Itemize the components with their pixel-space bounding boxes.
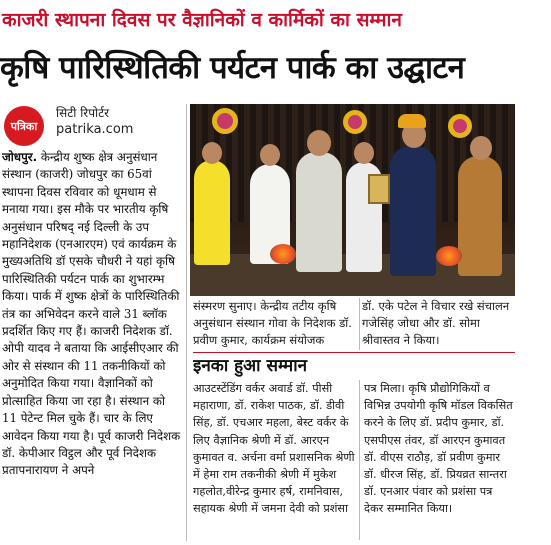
photo-wreath-decoration [212, 108, 238, 134]
photo-turban [398, 114, 426, 128]
photo-person-head [307, 130, 331, 156]
photo-award-frame [368, 174, 390, 204]
article-column-right-top: डॉ. एके पटेल ने विचार रखे संचालन गजेसिंह जोधा और डॉ. सोमा श्रीवास्तव ने किया। [362, 299, 510, 347]
article-column-left [2, 149, 182, 541]
dateline-city: जोधपुर. [2, 150, 38, 164]
column-divider [186, 104, 187, 541]
photo-flower-arrangement [270, 244, 296, 264]
patrika-logo-icon: पत्रिका [4, 106, 44, 146]
byline [0, 104, 190, 146]
honours-column-left: आउटस्टेंडिंग वर्कर अवार्ड डॉ. पीसी महाराणा, डॉ. राकेश पाठक, डॉ. डीवी सिंह, डॉ. एचआर महला, बेस्ट वर्कर के लिए वैज्ञानिक श्रेणी में डॉ. आरएन कुमावत व. अर्चना वर्मा प्रशासनिक श्रेणी में हेमा राम तकनीकी श्रेणी में मुकेश गहलोत,वीरेन्द्र कुमार हर्ष, रामनिवास, सहायक श्रेणी में जमना देवी को प्रशंसा [193, 382, 355, 516]
section-subheading: इनका हुआ सम्मान [193, 352, 515, 378]
reporter-name: सिटी रिपोर्टर [56, 106, 110, 120]
photo-person-head [470, 136, 492, 160]
photo-person [194, 160, 230, 265]
site-name: patrika.com [56, 122, 134, 137]
event-photo [190, 104, 515, 296]
photo-person [296, 152, 342, 272]
photo-flower-arrangement [436, 246, 462, 266]
photo-wreath-decoration [343, 110, 367, 134]
honours-column-right: पत्र मिला। कृषि प्रौद्योगिकियों व विभिन्न उपयोगी कृषि मॉडल विकसित करने के लिए डॉ. प्रदीप कुमार, डॉ. एसपीएस तंवर, डॉ आरएन कुमावत डॉ. वीएस राठौड़, डॉ प्रवीण कुमार डॉ. धीरज सिंह, डॉ. प्रियव्रत सान्तरा डॉ. एनआर पंवार को प्रशंसा पत्र देकर सम्मानित किया। [364, 382, 513, 516]
photo-person [458, 156, 502, 276]
page-edge-fade [528, 0, 551, 545]
main-headline: कृषि पारिस्थितिकी पर्यटन पार्क का उद्घाटन [0, 50, 465, 86]
column-divider [359, 380, 360, 540]
kicker-headline: काजरी स्थापना दिवस पर वैज्ञानिकों व कार्मिकों का सम्मान [2, 9, 402, 31]
photo-person-head [202, 142, 222, 164]
photo-person-head [260, 144, 280, 166]
article-body-left: केन्द्रीय शुष्क क्षेत्र अनुसंधान संस्थान (काजरी) जोधपुर का 65वां स्थापना दिवस रविवार को धूमधाम से मनाया गया। इस मौके पर भारतीय कृषि अनुसंधान परिषद् नई दिल्ली के उप महानिदेशक (एनआरएम) एवं कार्यक्रम के मुख्यअतिथि डॉ एसके चौधरी ने यहां कृषि पारिस्थितिकी पर्यटन पार्क का शुभारम्भ किया। पार्क में शुष्क क्षेत्रों के पारिस्थितिकी तंत्र का अभिवेदन करने वाले 31 ब्लॉक प्रदर्शित किए गए हैं। काजरी निदेशक डॉ. ओपी यादव ने बताया कि आईसीएआर की ओर से संस्थान की 11 तकनीकियों को अनुमोदित किया गया। वैज्ञानिकों को प्रोत्साहित किया जा रहा है। संस्थान को 11 पेटेन्ट मिल चुके हैं। चार के लिए आवेदन किया गया है। पूर्व काजरी निदेशक डॉ. केपीआर विट्ठल और पूर्व निदेशक प्रतापनारायण ने अपने [2, 150, 181, 478]
article-column-mid-top: संस्मरण सुनाए। केन्द्रीय तटीय कृषि अनुसंधान संस्थान गोवा के निदेशक डॉ. प्रवीण कुमार, कार्यक्रम संयोजक [193, 299, 352, 347]
photo-wreath-decoration [448, 114, 472, 138]
photo-person-head [354, 142, 374, 164]
photo-person [390, 146, 436, 276]
column-divider [359, 298, 360, 350]
